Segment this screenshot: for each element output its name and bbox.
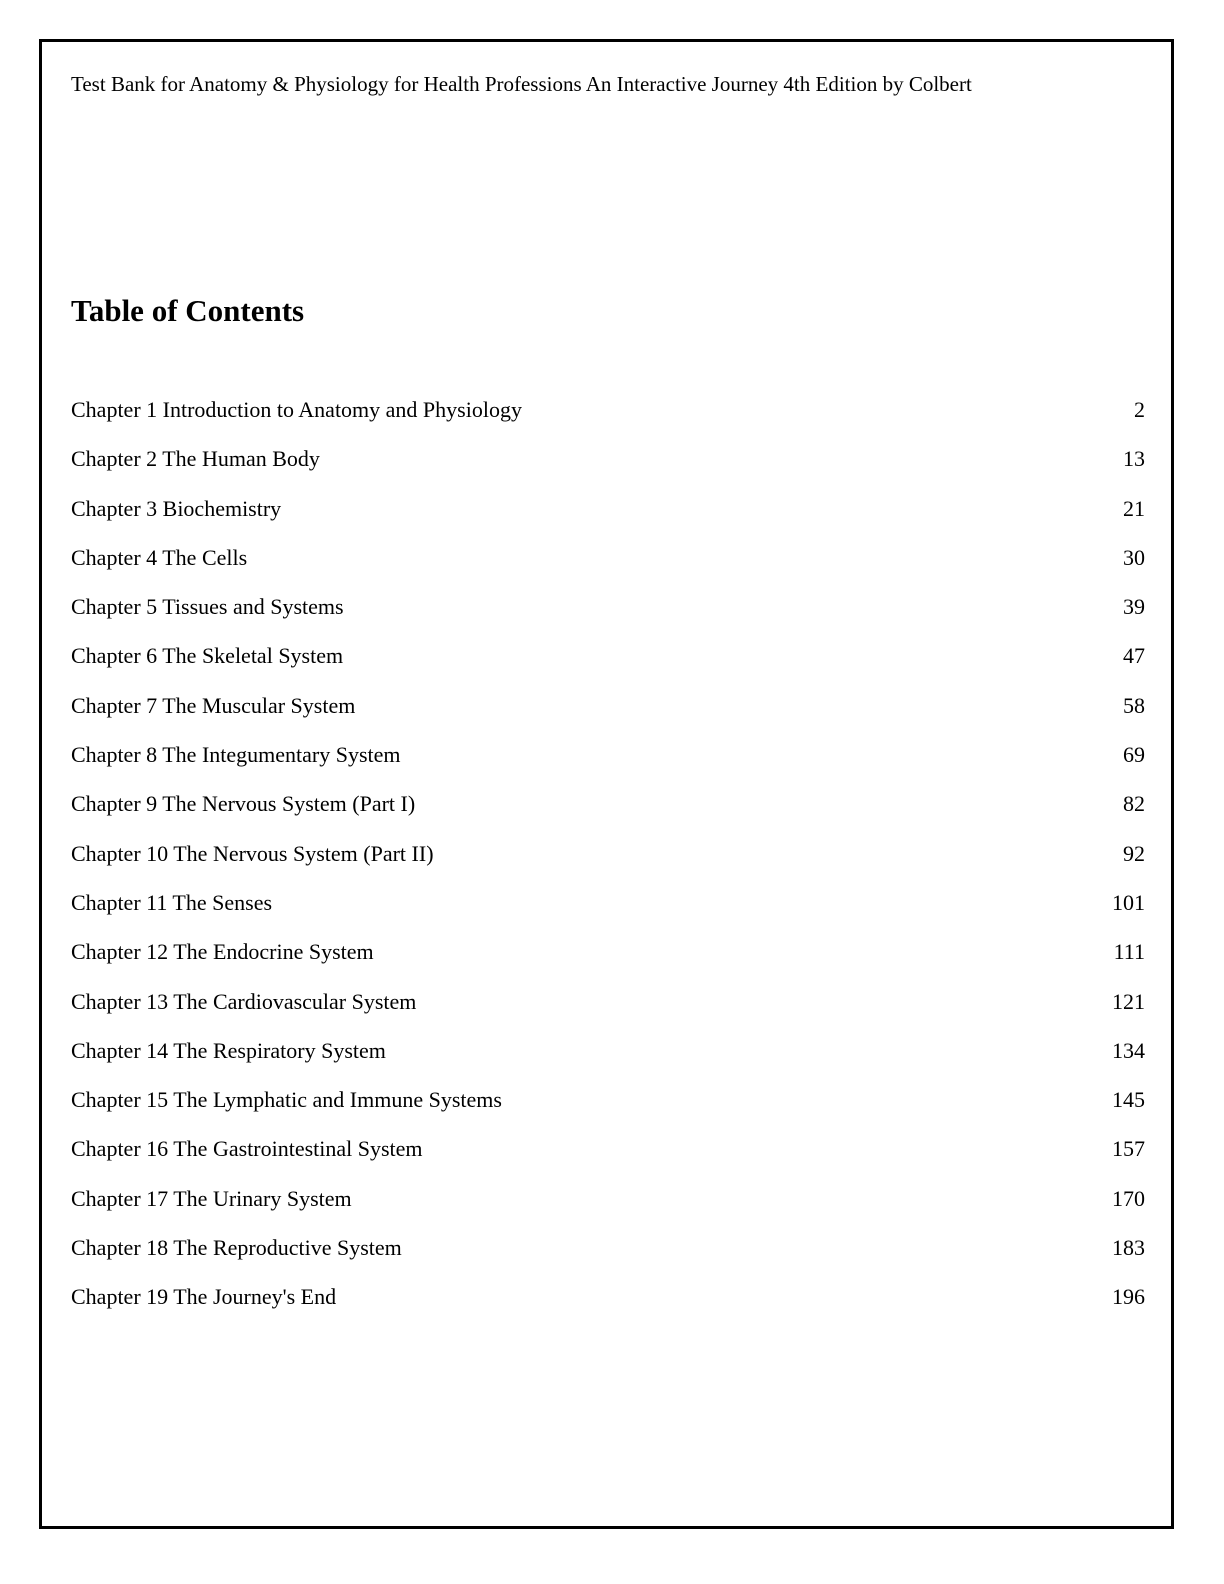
toc-entry-page: 134 [1112, 1037, 1145, 1063]
toc-entry-label: Chapter 16 The Gastrointestinal System [71, 1136, 423, 1162]
toc-entry[interactable] [71, 445, 1145, 494]
toc-entry[interactable] [71, 840, 1145, 889]
toc-entry-page: 82 [1123, 791, 1145, 817]
toc-entry[interactable] [71, 593, 1145, 642]
toc-entry-label: Chapter 5 Tissues and Systems [71, 594, 344, 620]
toc-entry-page: 170 [1112, 1185, 1145, 1211]
toc-entry[interactable] [71, 790, 1145, 839]
toc-entry-label: Chapter 11 The Senses [71, 889, 273, 915]
toc-entry-label: Chapter 18 The Reproductive System [71, 1235, 402, 1261]
toc-entry-label: Chapter 14 The Respiratory System [71, 1037, 386, 1063]
toc-entry-page: 111 [1113, 939, 1145, 965]
toc-entry[interactable] [71, 741, 1145, 790]
toc-entry-page: 47 [1123, 643, 1145, 669]
toc-entry-page: 101 [1112, 889, 1145, 915]
toc-entry[interactable] [71, 692, 1145, 741]
toc-entry[interactable] [71, 1135, 1145, 1184]
toc-entry[interactable] [71, 889, 1145, 938]
toc-entry-label: Chapter 17 The Urinary System [71, 1185, 352, 1211]
toc-entry[interactable] [71, 1234, 1145, 1283]
toc-entry-label: Chapter 12 The Endocrine System [71, 939, 374, 965]
toc-entry[interactable] [71, 938, 1145, 987]
toc-entry-page: 92 [1123, 840, 1145, 866]
toc-entry-label: Chapter 13 The Cardiovascular System [71, 988, 417, 1014]
toc-entry-page: 13 [1123, 446, 1145, 472]
toc-entry-label: Chapter 1 Introduction to Anatomy and Physiology [71, 397, 522, 422]
toc-title: Table of Contents [71, 293, 305, 328]
toc-entry-page: 21 [1123, 495, 1145, 521]
toc-entry-label: Chapter 7 The Muscular System [71, 692, 356, 718]
toc-entry-page: 2 [1134, 397, 1145, 422]
toc-entry-label: Chapter 10 The Nervous System (Part II) [71, 840, 434, 866]
toc-entry[interactable] [71, 1086, 1145, 1135]
toc-entry-label: Chapter 15 The Lymphatic and Immune Systems [71, 1087, 502, 1113]
toc-entry-page: 183 [1112, 1235, 1145, 1261]
toc-entry[interactable] [71, 396, 1145, 445]
toc-entry-page: 196 [1112, 1284, 1145, 1310]
toc-entry-label: Chapter 6 The Skeletal System [71, 643, 344, 669]
toc-entry-label: Chapter 3 Biochemistry [71, 495, 282, 521]
toc-entry[interactable] [71, 988, 1145, 1037]
toc-entry-page: 58 [1123, 692, 1145, 718]
toc-entry[interactable] [71, 1283, 1145, 1332]
toc-entry[interactable] [71, 544, 1145, 593]
toc-entry-label: Chapter 19 The Journey's End [71, 1284, 337, 1310]
toc-entry-page: 157 [1112, 1136, 1145, 1162]
toc-entry-label: Chapter 8 The Integumentary System [71, 742, 401, 768]
toc-entry-page: 30 [1123, 544, 1145, 570]
toc-entry[interactable] [71, 1037, 1145, 1086]
toc-entry[interactable] [71, 642, 1145, 691]
toc-entry-label: Chapter 9 The Nervous System (Part I) [71, 791, 416, 817]
toc-entry-label: Chapter 2 The Human Body [71, 446, 320, 472]
toc-entry-page: 39 [1123, 594, 1145, 620]
toc-entry-page: 121 [1112, 988, 1145, 1014]
toc-entry-page: 145 [1112, 1087, 1145, 1113]
toc-entry[interactable] [71, 1185, 1145, 1234]
toc-list [71, 396, 1145, 1333]
toc-entry[interactable] [71, 495, 1145, 544]
toc-entry-label: Chapter 4 The Cells [71, 544, 248, 570]
document-header: Test Bank for Anatomy & Physiology for Health Professions An Interactive Journey 4th Edition by Colbert [71, 72, 972, 96]
toc-entry-page: 69 [1123, 742, 1145, 768]
